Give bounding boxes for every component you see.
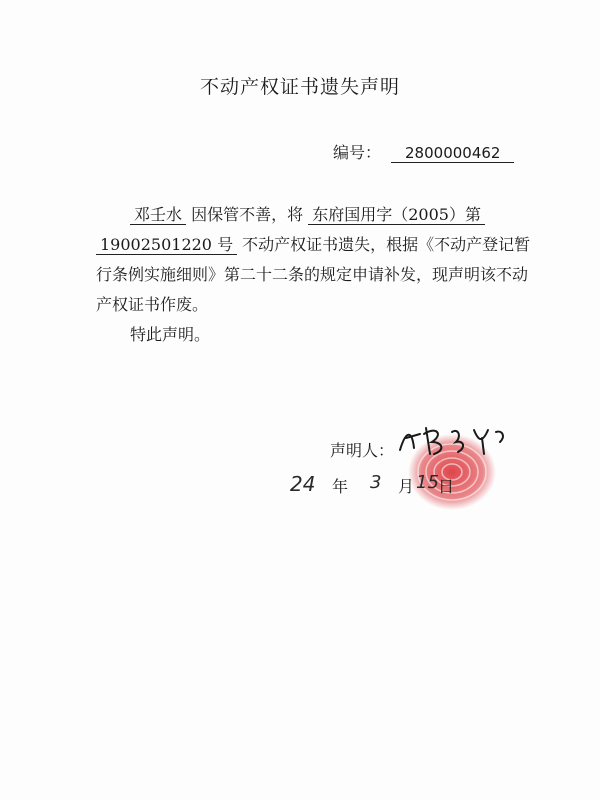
date-year-handwritten: 24 <box>290 472 316 496</box>
statement-text-2: 不动产权证书遗失，根据《不动产登记暂行条例实施细则》第二十二条的规定申请补发，现声明该不动产权证书作废。 <box>96 235 531 314</box>
date-year-label: 年 <box>332 477 349 496</box>
serial-label: 编号： <box>333 143 382 162</box>
serial-number-line <box>333 140 514 163</box>
statement-text-1: 因保管不善，将 <box>191 205 304 224</box>
serial-number: 2800000462 <box>391 144 514 163</box>
signature-line <box>330 438 394 461</box>
statement-paragraph <box>96 200 536 320</box>
date-month-handwritten: 3 <box>370 472 382 493</box>
date-day-label: 日 <box>438 477 455 496</box>
certificate-ref-b: 19002501220 号 <box>96 235 237 255</box>
declarant-name: 邓壬水 <box>130 205 186 225</box>
date-month-label: 月 <box>398 477 415 496</box>
certificate-ref-a: 东府国用字（2005）第 <box>308 205 485 225</box>
statement-body <box>96 200 536 350</box>
signature-icon <box>396 420 516 460</box>
signature-label: 声明人： <box>330 441 395 460</box>
page-title: 不动产权证书遗失声明 <box>199 76 400 98</box>
date-day-handwritten: 15 <box>416 472 439 493</box>
closing-line: 特此声明。 <box>130 325 211 344</box>
